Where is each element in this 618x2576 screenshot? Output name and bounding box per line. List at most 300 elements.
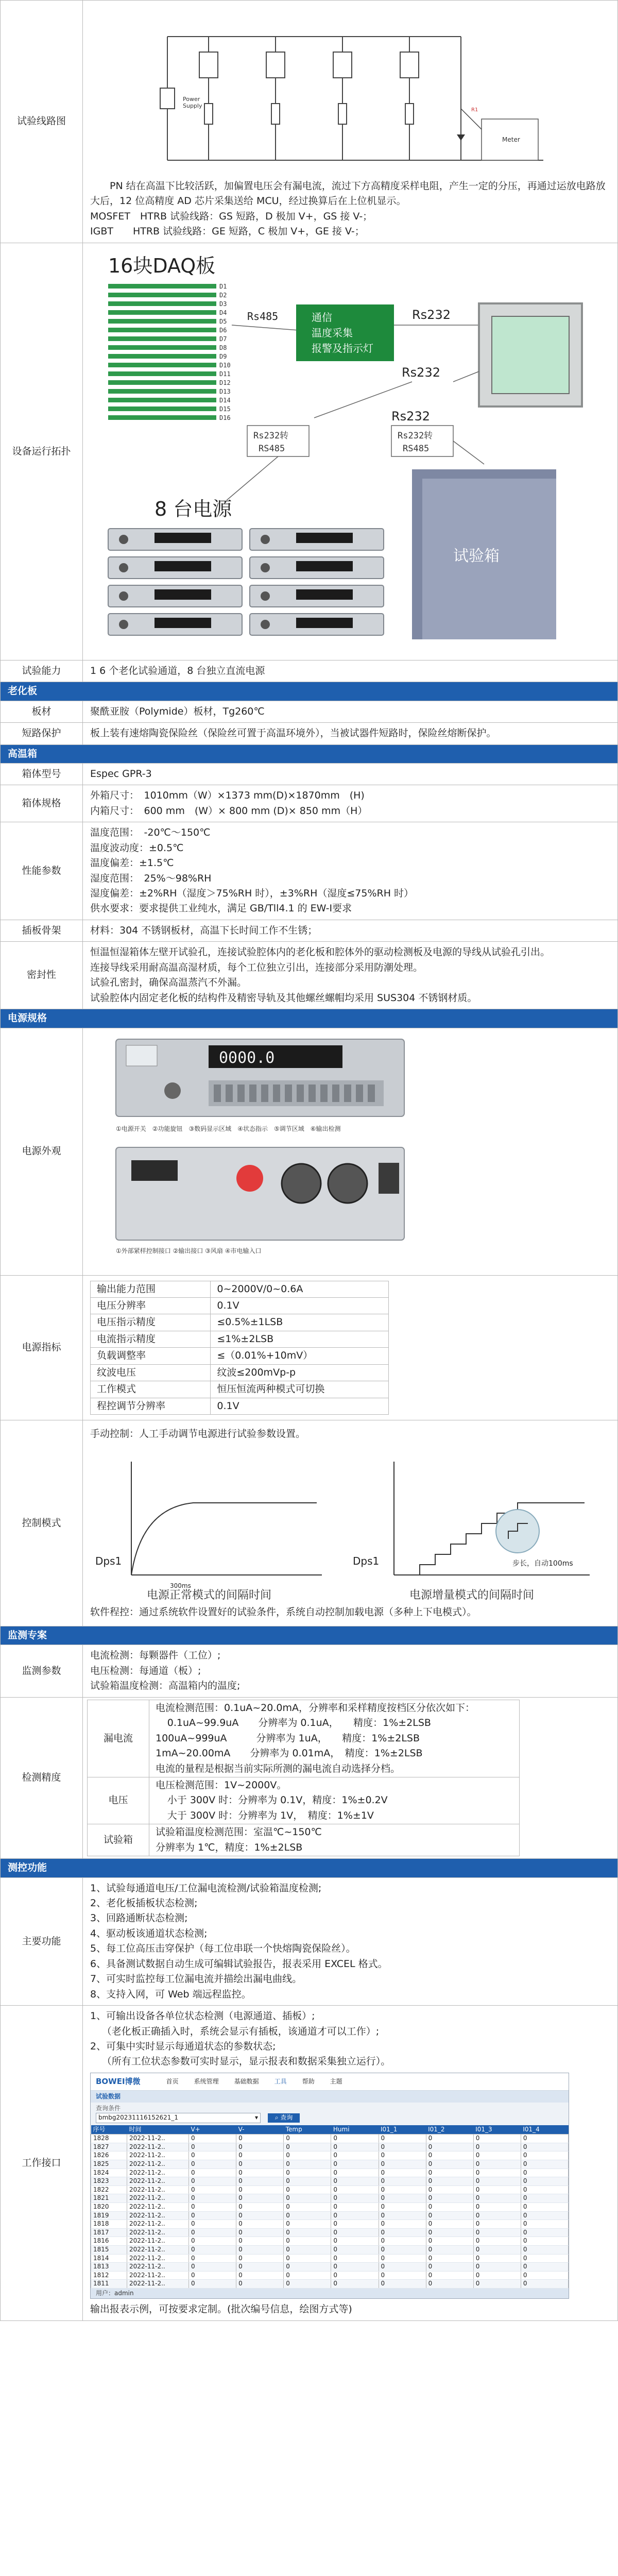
power-spec-row xyxy=(91,1348,389,1364)
table-cell: 0 xyxy=(284,2263,331,2272)
table-cell: 0 xyxy=(236,2254,284,2263)
psu-vent xyxy=(344,1084,351,1102)
daq-board-label: D5 xyxy=(219,318,227,326)
iface-line: （所有工位状态参数可实时显示，显示报表和数据采集独立运行）。 xyxy=(101,2056,391,2067)
psu-vent xyxy=(214,1084,221,1102)
table-row[interactable] xyxy=(91,2202,569,2211)
section-test-title: 测控功能 xyxy=(1,1859,618,1877)
dut-resistor xyxy=(204,104,213,124)
menu-basic-data[interactable]: 基础数据 xyxy=(234,2077,259,2085)
table-cell: 0 xyxy=(189,2202,236,2211)
func-line: 5、每工位高压击穿保护（每工位串联一个快熔陶瓷保险丝）。 xyxy=(90,1943,356,1955)
svg-text:Meter: Meter xyxy=(502,136,520,143)
label-control: 控制模式 xyxy=(1,1420,83,1626)
daq-board xyxy=(108,371,216,376)
psu-knob xyxy=(164,1082,181,1099)
control-cell xyxy=(83,1420,618,1626)
label-precision: 检测精度 xyxy=(1,1697,83,1858)
table-cell: 0 xyxy=(189,2211,236,2220)
table-cell: 0 xyxy=(379,2194,426,2203)
section-board xyxy=(1,682,618,701)
spec-key: 输出能力范围 xyxy=(91,1281,211,1297)
table-cell: 2022-11-2.. xyxy=(127,2185,189,2194)
search-label: 查询条件 xyxy=(96,2105,121,2112)
spec-value: 恒压恒流两种模式可切换 xyxy=(211,1381,389,1398)
col-header[interactable]: I01_3 xyxy=(475,2125,492,2133)
grid-header xyxy=(91,2125,569,2134)
table-row[interactable] xyxy=(91,2211,569,2220)
table-cell: 2022-11-2.. xyxy=(127,2202,189,2211)
table-cell: 0 xyxy=(236,2237,284,2246)
table-cell: 2022-11-2.. xyxy=(127,2143,189,2151)
table-cell: 0 xyxy=(379,2280,426,2289)
table-cell: 2022-11-2.. xyxy=(127,2211,189,2220)
seal-cell xyxy=(83,942,618,1009)
table-cell: 0 xyxy=(189,2271,236,2280)
psu-unit-knob xyxy=(261,620,270,629)
dut-device xyxy=(266,52,285,78)
table-cell: 2022-11-2.. xyxy=(127,2160,189,2168)
power-spec-row xyxy=(91,1364,389,1381)
spec-value: ≤0.5%±1LSB xyxy=(211,1314,389,1331)
table-cell: 0 xyxy=(284,2185,331,2194)
table-cell: 0 xyxy=(331,2160,379,2168)
label-monitor-params: 监测参数 xyxy=(1,1645,83,1697)
leak-line: 电流检测范围：0.1uA~20.0mA，分辨率和采样精度按档区分依次如下： xyxy=(156,1702,475,1714)
table-row[interactable] xyxy=(91,2220,569,2229)
table-cell: 0 xyxy=(379,2254,426,2263)
daq-board-label: D1 xyxy=(219,283,227,291)
table-cell: 0 xyxy=(236,2202,284,2211)
table-cell: 0 xyxy=(379,2168,426,2177)
psu-unit-knob xyxy=(119,535,128,544)
model-text: Espec GPR-3 xyxy=(83,763,618,785)
label-main-func: 主要功能 xyxy=(1,1877,83,2006)
iface-footer: 输出报表示例，可按要求定制。(批次编号信息，绘图方式等) xyxy=(90,2303,352,2315)
row-size xyxy=(1,785,618,822)
table-cell: 2022-11-2.. xyxy=(127,2177,189,2186)
table-cell: 1817 xyxy=(91,2228,127,2237)
label-topology: 设备运行拓扑 xyxy=(1,243,83,660)
table-row[interactable] xyxy=(91,2168,569,2177)
power-spec-row xyxy=(91,1314,389,1331)
precision-volt-label: 电压 xyxy=(88,1777,149,1824)
size-cell xyxy=(83,785,618,822)
table-cell: 0 xyxy=(284,2245,331,2254)
leak-line: 电流的量程是根据当前实际所测的漏电流自动选择分档。 xyxy=(156,1762,401,1774)
temp-line: 分辨率为 1℃，精度：1%±2LSB xyxy=(156,1841,303,1853)
table-cell: 0 xyxy=(426,2134,473,2143)
psu-vent xyxy=(356,1084,363,1102)
table-cell: 0 xyxy=(521,2177,568,2186)
table-row[interactable] xyxy=(91,2228,569,2237)
table-cell: 0 xyxy=(426,2271,473,2280)
converter-a-line2: RS485 xyxy=(259,444,285,454)
batch-select[interactable] xyxy=(96,2113,261,2123)
func-line: 2、老化板插板状态检测; xyxy=(90,1897,198,1909)
table-cell: 0 xyxy=(426,2220,473,2229)
table-cell: 0 xyxy=(189,2254,236,2263)
table-cell: 0 xyxy=(521,2271,568,2280)
table-cell: 0 xyxy=(379,2177,426,2186)
label-board-material: 板材 xyxy=(1,701,83,722)
power-spec-row xyxy=(91,1331,389,1347)
daq-board-label: D7 xyxy=(219,335,227,343)
precision-volt-cell xyxy=(149,1777,520,1824)
daq-board xyxy=(108,380,216,385)
fig2-caption: 电源增量模式的间隔时间 xyxy=(409,1588,535,1601)
table-cell: 0 xyxy=(189,2143,236,2151)
table-cell: 0 xyxy=(521,2202,568,2211)
app-window xyxy=(90,2073,569,2299)
table-cell: 0 xyxy=(236,2151,284,2160)
psu-unit-display xyxy=(154,618,211,628)
psu-vent xyxy=(249,1084,256,1102)
psu-unit-display xyxy=(154,533,211,543)
table-cell: 0 xyxy=(426,2185,473,2194)
table-cell: 0 xyxy=(331,2194,379,2203)
table-cell: 0 xyxy=(236,2134,284,2143)
converter-b-line1: Rs232转 xyxy=(398,431,433,442)
spec-key: 纹波电压 xyxy=(91,1364,211,1381)
table-cell: 0 xyxy=(379,2271,426,2280)
table-row[interactable] xyxy=(91,2143,569,2151)
daq-board-label: D12 xyxy=(219,379,231,387)
label-interface: 工作接口 xyxy=(1,2006,83,2321)
table-cell: 0 xyxy=(379,2228,426,2237)
table-cell: 0 xyxy=(331,2177,379,2186)
spec-value: 0.1V xyxy=(211,1398,389,1414)
table-row[interactable] xyxy=(91,2151,569,2160)
daq-board xyxy=(108,319,216,324)
table-cell: 0 xyxy=(331,2237,379,2246)
psu-vent xyxy=(308,1084,316,1102)
psu-vent xyxy=(237,1084,245,1102)
daq-board-label: D15 xyxy=(219,405,231,413)
col-header[interactable]: V- xyxy=(238,2125,245,2133)
table-cell: 0 xyxy=(379,2245,426,2254)
table-cell: 1815 xyxy=(91,2245,127,2254)
menu-system[interactable]: 系统管理 xyxy=(194,2077,219,2085)
table-row[interactable] xyxy=(91,2263,569,2272)
table-cell: 0 xyxy=(284,2228,331,2237)
perf-line: 温度波动度：±0.5℃ xyxy=(90,842,184,854)
table-row[interactable] xyxy=(91,2237,569,2246)
table-cell: 0 xyxy=(189,2177,236,2186)
main-func-cell xyxy=(83,1877,618,2006)
comm-box-line2: 温度采集 xyxy=(312,327,353,340)
fig2-y-label: Dps1 xyxy=(353,1554,380,1567)
dut-device xyxy=(400,52,419,78)
table-cell: 0 xyxy=(236,2211,284,2220)
comm-box-line1: 通信 xyxy=(312,311,332,324)
precision-cell xyxy=(83,1697,618,1858)
query-button-label: 查询 xyxy=(280,2114,293,2121)
perf-line: 湿度范围： 25%～98%RH xyxy=(90,872,212,884)
func-line: 1、试验每通道电压/工位漏电流检测/试验箱温度检测; xyxy=(90,1882,322,1894)
volt-line: 小于 300V 时：分辨率为 0.1V，精度：1%±0.2V xyxy=(167,1794,388,1806)
dut-device xyxy=(199,52,218,78)
daq-board xyxy=(108,363,216,367)
batch-select-value: bmbg20231116152621_1 xyxy=(98,2114,179,2121)
power-supply-figure xyxy=(106,1034,466,1271)
grid-body xyxy=(91,2134,569,2289)
section-power-title: 电源规格 xyxy=(1,1009,618,1028)
table-cell: 0 xyxy=(331,2151,379,2160)
label-power-spec: 电源指标 xyxy=(1,1275,83,1420)
table-cell: 0 xyxy=(189,2263,236,2272)
size-inner: 内箱尺寸： 600 mm (W）× 800 mm (D)× 850 mm（H） xyxy=(90,805,368,817)
row-short-protect xyxy=(1,723,618,744)
iface-line: （老化板正确插入时，系统会显示有插板，该通道才可以工作）; xyxy=(101,2025,380,2037)
table-cell: 0 xyxy=(236,2185,284,2194)
spec-value: 0~2000V/0~0.6A xyxy=(211,1281,389,1297)
table-cell: 0 xyxy=(473,2202,521,2211)
func-line: 7、可实时监控每工位漏电流并描绘出漏电曲线。 xyxy=(90,1973,302,1985)
spec-value: 0.1V xyxy=(211,1297,389,1314)
table-cell: 0 xyxy=(521,2143,568,2151)
table-row[interactable] xyxy=(91,2177,569,2186)
table-cell: 0 xyxy=(189,2220,236,2229)
topology-cell xyxy=(83,243,618,660)
row-rack xyxy=(1,920,618,941)
app-menubar xyxy=(91,2073,569,2091)
table-cell: 2022-11-2.. xyxy=(127,2168,189,2177)
monitor-line: 电流检测：每颗器件（工位）; xyxy=(90,1650,221,1662)
col-header[interactable]: I01_1 xyxy=(381,2125,398,2133)
short-protect-text: 板上装有速熔陶瓷保险丝（保险丝可置于高温环境外），当被试器件短路时，保险丝熔断保护。 xyxy=(83,723,618,744)
label-perf: 性能参数 xyxy=(1,822,83,920)
row-capacity xyxy=(1,660,618,682)
psu-vent xyxy=(273,1084,280,1102)
spec-key: 电流指示精度 xyxy=(91,1331,211,1347)
menu-theme[interactable]: 主题 xyxy=(330,2077,342,2085)
table-cell: 2022-11-2.. xyxy=(127,2237,189,2246)
section-chamber-title: 高温箱 xyxy=(1,744,618,763)
table-cell: 1816 xyxy=(91,2237,127,2246)
menu-tools[interactable]: 工具 xyxy=(274,2077,287,2085)
table-row[interactable] xyxy=(91,2134,569,2143)
table-row[interactable] xyxy=(91,2245,569,2254)
table-cell: 0 xyxy=(521,2237,568,2246)
psu-unit-display xyxy=(296,589,353,600)
daq-board xyxy=(108,345,216,350)
label-size: 箱体规格 xyxy=(1,785,83,822)
section-monitor-title: 监测专案 xyxy=(1,1626,618,1645)
daq-board xyxy=(108,389,216,394)
table-cell: 0 xyxy=(236,2160,284,2168)
label-seal: 密封性 xyxy=(1,942,83,1009)
perf-line: 温度偏差：±1.5℃ xyxy=(90,857,174,869)
daq-board xyxy=(108,354,216,359)
col-header[interactable]: 时间 xyxy=(129,2125,142,2133)
app-search-bar xyxy=(91,2103,569,2125)
spec-value: ≤（0.01%+10mV） xyxy=(211,1348,389,1364)
query-button[interactable] xyxy=(268,2113,300,2123)
leak-line: 100uA~999uA 分辨率为 1uA， 精度：1%±2LSB xyxy=(156,1732,420,1744)
table-row[interactable] xyxy=(91,2194,569,2203)
circuit-igbt: IGBT HTRB 试验线路：GE 短路，C 极加 V+，GE 接 V-； xyxy=(90,226,365,238)
row-precision xyxy=(1,1697,618,1858)
control-manual: 手动控制：人工手动调节电源进行试验参数设置。 xyxy=(90,1428,306,1440)
precision-leak-row xyxy=(88,1700,520,1777)
chevron-down-icon: ▾ xyxy=(254,2114,258,2121)
table-cell: 0 xyxy=(473,2220,521,2229)
search-icon: ⌕ xyxy=(274,2114,281,2121)
daq-board-label: D14 xyxy=(219,397,231,404)
daq-board-label: D2 xyxy=(219,292,227,299)
table-cell: 0 xyxy=(521,2220,568,2229)
label-circuit: 试验线路图 xyxy=(1,1,83,243)
spec-value: 纹波≤200mVp-p xyxy=(211,1364,389,1381)
circuit-desc: PN 结在高温下比较活跃，加偏置电压会有漏电流，流过下方高精度采样电阻，产生一定的分压，再通过运放电路放大后，12 位高精度 AD 芯片采集送给 MCU，经过换算后在上位机显示。 xyxy=(90,180,606,207)
monitor-line: 试验箱温度检测：高温箱内的温度; xyxy=(90,1680,241,1692)
precision-volt-row xyxy=(88,1777,520,1824)
table-row[interactable] xyxy=(91,2271,569,2280)
table-cell: 0 xyxy=(473,2151,521,2160)
daq-board xyxy=(108,328,216,332)
daq-board xyxy=(108,406,216,411)
label-model: 箱体型号 xyxy=(1,763,83,785)
power-spec-row xyxy=(91,1297,389,1314)
control-software: 软件程控：通过系统软件设置好的试验条件，系统自动控制加载电源（多种上下电模式）。 xyxy=(90,1606,477,1618)
table-cell: 0 xyxy=(189,2160,236,2168)
menu-home[interactable]: 首页 xyxy=(166,2077,179,2085)
table-cell: 2022-11-2.. xyxy=(127,2254,189,2263)
psu-vent xyxy=(226,1084,233,1102)
col-header[interactable]: 序号 xyxy=(93,2125,106,2133)
power-look-cell xyxy=(83,1028,618,1275)
section-test xyxy=(1,1859,618,1877)
table-cell: 0 xyxy=(331,2254,379,2263)
table-cell: 0 xyxy=(473,2143,521,2151)
table-cell: 1812 xyxy=(91,2271,127,2280)
label-power-look: 电源外观 xyxy=(1,1028,83,1275)
col-header[interactable]: I01_2 xyxy=(428,2125,445,2133)
table-cell: 2022-11-2.. xyxy=(127,2228,189,2237)
topology-diagram xyxy=(93,248,608,655)
table-cell: 0 xyxy=(426,2143,473,2151)
psu-vent xyxy=(297,1084,304,1102)
col-header[interactable]: V+ xyxy=(191,2125,200,2133)
col-header[interactable]: I01_4 xyxy=(523,2125,540,2133)
table-cell: 0 xyxy=(284,2254,331,2263)
table-row[interactable] xyxy=(91,2280,569,2289)
daq-board xyxy=(108,415,216,420)
table-row[interactable] xyxy=(91,2160,569,2168)
table-cell: 1824 xyxy=(91,2168,127,2177)
table-cell: 0 xyxy=(379,2134,426,2143)
table-cell: 0 xyxy=(426,2245,473,2254)
row-power-look xyxy=(1,1028,618,1275)
table-cell: 0 xyxy=(473,2194,521,2203)
psu-unit-knob xyxy=(261,535,270,544)
table-cell: 0 xyxy=(331,2280,379,2289)
table-cell: 0 xyxy=(379,2143,426,2151)
row-topology xyxy=(1,243,618,660)
table-cell: 0 xyxy=(379,2263,426,2272)
table-row[interactable] xyxy=(91,2185,569,2194)
col-header[interactable]: Humi xyxy=(333,2125,350,2133)
table-cell: 0 xyxy=(331,2245,379,2254)
label-capacity: 试验能力 xyxy=(1,660,83,682)
table-cell: 0 xyxy=(379,2185,426,2194)
daq-board xyxy=(108,336,216,341)
seal-line: 试验孔密封，确保高温蒸汽不外漏。 xyxy=(90,977,247,989)
table-cell: 0 xyxy=(236,2245,284,2254)
table-cell: 0 xyxy=(284,2177,331,2186)
seal-line: 恒温恒湿箱体左壁开试验孔，连接试验腔体内的老化板和腔体外的驱动检测板及电源的导线从试验孔引出。 xyxy=(90,946,551,958)
volt-line: 电压检测范围：1V~2000V。 xyxy=(156,1779,287,1791)
iface-line: 2、可集中实时显示每通道状态的参数状态; xyxy=(90,2040,276,2052)
table-cell: 0 xyxy=(521,2254,568,2263)
chamber-label: 试验箱 xyxy=(453,547,500,566)
perf-line: 温度范围： -20℃～150℃ xyxy=(90,827,211,839)
row-seal xyxy=(1,942,618,1009)
table-cell: 0 xyxy=(189,2168,236,2177)
app-brand: BOWEI博微 xyxy=(96,2076,141,2086)
table-cell: 0 xyxy=(331,2271,379,2280)
fig1-y-label: Dps1 xyxy=(95,1554,122,1567)
func-line: 6、具备测试数据自动生成可编辑试验报告，报表采用 EXCEL 格式。 xyxy=(90,1958,388,1970)
table-cell: 0 xyxy=(236,2263,284,2272)
perf-line: 湿度偏差：±2%RH（湿度＞75%RH 时），±3%RH（湿度≤75%RH 时） xyxy=(90,888,414,899)
app-panel-title: 试验数据 xyxy=(91,2091,569,2103)
board-material-text: 聚酰亚胺（Polymide）板材，Tg260℃ xyxy=(83,701,618,722)
table-cell: 0 xyxy=(284,2280,331,2289)
table-cell: 0 xyxy=(426,2228,473,2237)
table-cell: 0 xyxy=(473,2228,521,2237)
table-cell: 0 xyxy=(426,2168,473,2177)
psu-rear-switch xyxy=(236,1165,263,1192)
table-cell: 0 xyxy=(331,2143,379,2151)
table-cell: 0 xyxy=(379,2237,426,2246)
size-outer: 外箱尺寸： 1010mm（W）×1373 mm(D)×1870mm (H) xyxy=(90,790,365,802)
svg-text:Supply: Supply xyxy=(183,103,202,109)
table-cell: 0 xyxy=(284,2160,331,2168)
normal-mode-curve xyxy=(131,1503,317,1575)
daq-board-label: D16 xyxy=(219,414,231,422)
table-cell: 0 xyxy=(236,2143,284,2151)
table-row[interactable] xyxy=(91,2254,569,2263)
psu-unit-display xyxy=(154,561,211,571)
table-cell: 0 xyxy=(521,2185,568,2194)
rack-text: 材料：304 不锈钢板材，高温下长时间工作不生锈； xyxy=(83,920,618,941)
table-cell: 0 xyxy=(521,2134,568,2143)
power-spec-row xyxy=(91,1398,389,1414)
precision-table xyxy=(87,1700,520,1856)
menu-help[interactable]: 帮助 xyxy=(302,2077,315,2085)
daq-board-label: D6 xyxy=(219,327,227,334)
rs232-label-c: Rs232 xyxy=(391,409,430,424)
table-cell: 2022-11-2.. xyxy=(127,2220,189,2229)
table-cell: 0 xyxy=(189,2228,236,2237)
fig1-caption: 电源正常模式的间隔时间 xyxy=(147,1588,272,1601)
table-cell: 0 xyxy=(426,2211,473,2220)
table-cell: 0 xyxy=(426,2160,473,2168)
table-cell: 0 xyxy=(473,2254,521,2263)
table-cell: 0 xyxy=(521,2245,568,2254)
table-cell: 0 xyxy=(236,2228,284,2237)
col-header[interactable]: Temp xyxy=(285,2125,302,2133)
volt-line: 大于 300V 时：分辨率为 1V， 精度：1%±1V xyxy=(167,1809,374,1821)
fig1-t-label: 300ms xyxy=(170,1582,191,1589)
row-board-material xyxy=(1,701,618,722)
table-cell: 0 xyxy=(331,2202,379,2211)
table-cell: 0 xyxy=(379,2220,426,2229)
psu-unit-display xyxy=(296,533,353,543)
daq-board xyxy=(108,301,216,306)
